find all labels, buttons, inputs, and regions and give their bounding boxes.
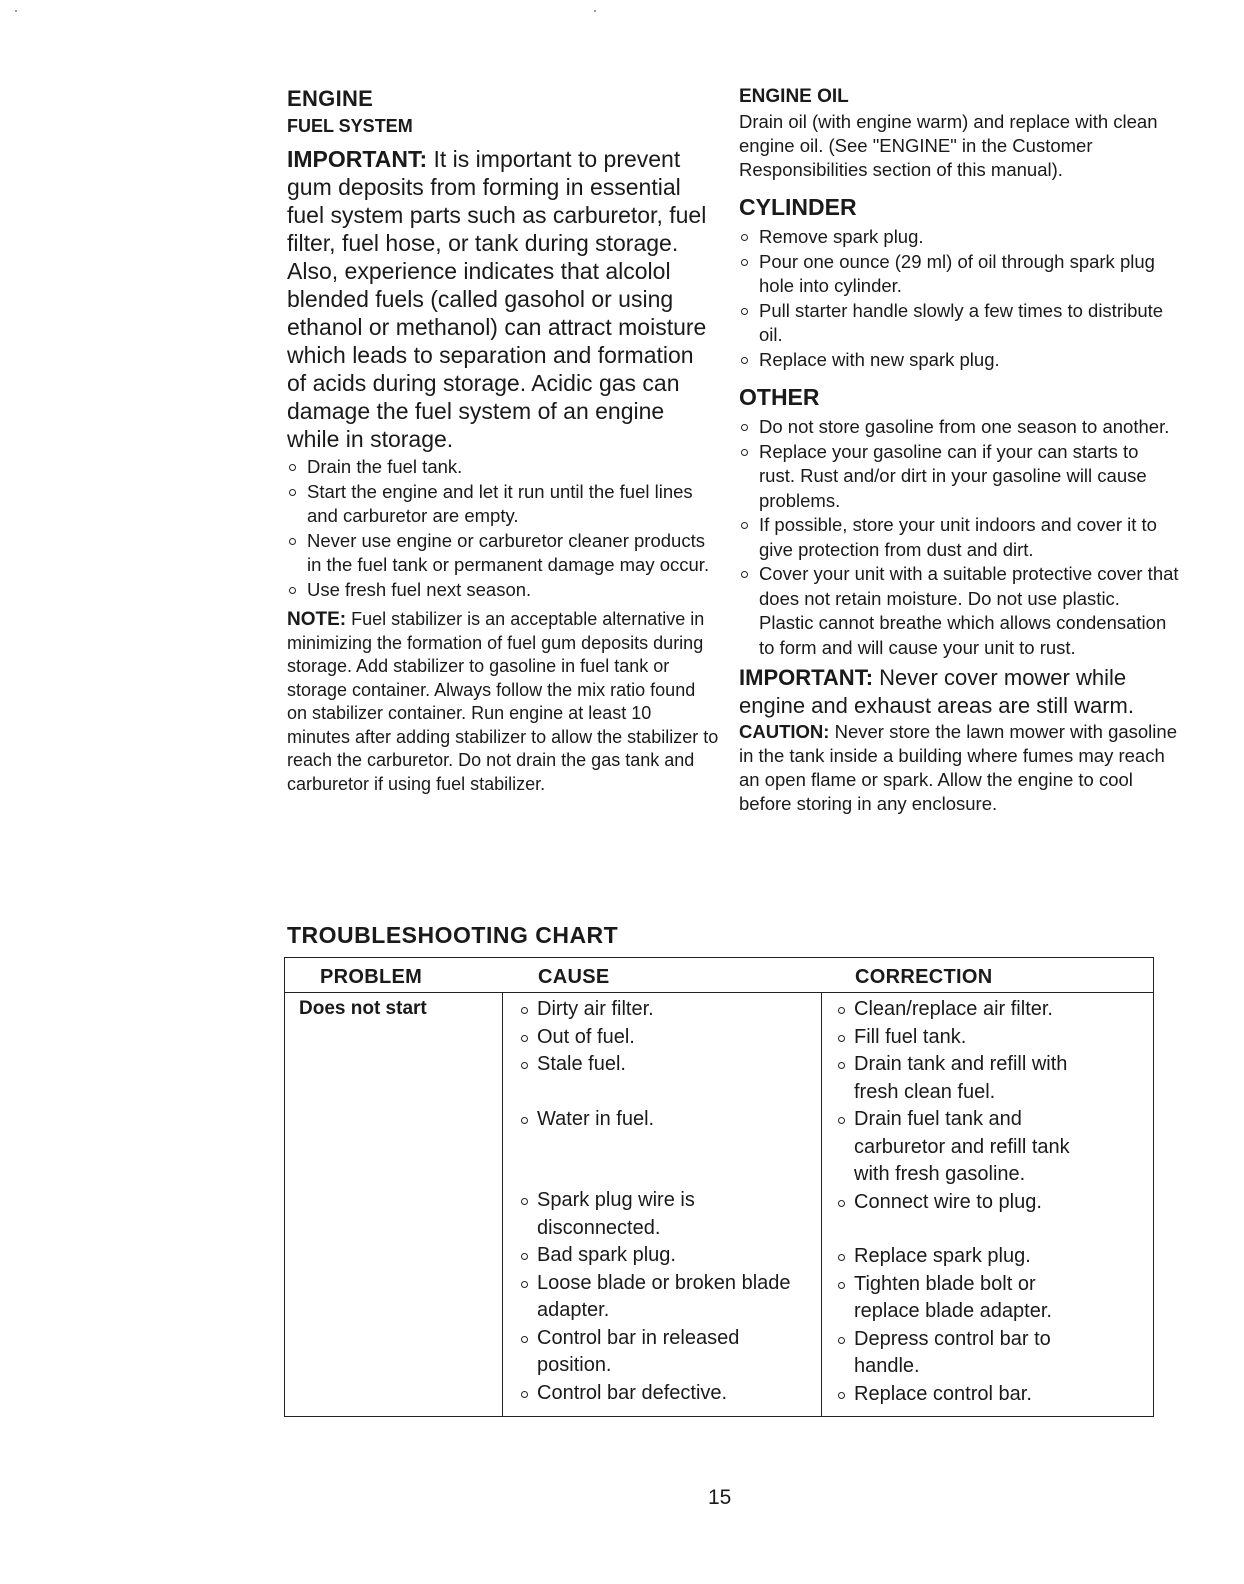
correction-item: Fill fuel tank. xyxy=(836,1024,1141,1052)
important-warning xyxy=(739,664,1179,720)
correction-item: Depress control bar to handle. xyxy=(836,1326,1069,1381)
cause-item: Water in fuel. xyxy=(519,1106,814,1134)
correction-list xyxy=(836,996,1141,1408)
cylinder-bullet-list xyxy=(739,225,1179,372)
caution-label: CAUTION: xyxy=(739,721,830,742)
table-header-row xyxy=(285,958,1153,993)
note-paragraph xyxy=(287,608,719,796)
right-column xyxy=(739,86,1179,816)
list-item: Start the engine and let it run until the fuel lines and carburetor are empty. xyxy=(287,480,719,529)
cause-list xyxy=(519,996,814,1407)
cause-item: Bad spark plug. xyxy=(519,1242,814,1270)
problem-text: Does not start xyxy=(299,998,427,1019)
fuel-system-heading: FUEL SYSTEM xyxy=(287,116,413,136)
scan-mark xyxy=(594,10,596,12)
list-item: Replace with new spark plug. xyxy=(739,348,1179,373)
list-item: Pour one ounce (29 ml) of oil through spark plug hole into cylinder. xyxy=(739,250,1179,299)
cause-item: Dirty air filter. xyxy=(519,996,814,1024)
list-item: If possible, store your unit indoors and cover it to give protection from dust and dirt. xyxy=(739,513,1179,562)
fuel-bullet-list xyxy=(287,455,719,602)
cause-item: Spark plug wire is disconnected. xyxy=(519,1187,727,1242)
troubleshooting-title: TROUBLESHOOTING CHART xyxy=(287,922,619,948)
correction-item: Tighten blade bolt or replace blade adapter. xyxy=(836,1271,1069,1326)
important-text: It is important to prevent gum deposits from forming in essential fuel system parts such as carburetor, fuel filter, fuel hose, or tank during storage. Also, experience indicates that alcolol blended fuels (called gasohol or using ethanol or methanol) can attract moisture which leads to separation and formation of acids during storage. Acidic gas can damage the fuel system of an engine while in storage. xyxy=(287,146,707,452)
list-item: Remove spark plug. xyxy=(739,225,1179,250)
column-divider xyxy=(502,992,503,1416)
engine-heading: ENGINE xyxy=(287,86,374,111)
list-item: Use fresh fuel next season. xyxy=(287,578,719,603)
list-item: Pull starter handle slowly a few times to distribute oil. xyxy=(739,299,1179,348)
engine-oil-heading: ENGINE OIL xyxy=(739,86,849,107)
correction-item: Replace spark plug. xyxy=(836,1243,1141,1271)
important-label: IMPORTANT: xyxy=(287,146,428,172)
troubleshooting-table xyxy=(284,957,1154,1417)
list-item: Replace your gasoline can if your can starts to rust. Rust and/or dirt in your gasoline will cause problems. xyxy=(739,440,1179,514)
page-number: 15 xyxy=(708,1486,732,1509)
column-divider xyxy=(821,992,822,1416)
header-cause: CAUSE xyxy=(538,966,610,988)
important-paragraph xyxy=(287,145,719,453)
correction-item: Drain tank and refill with fresh clean fuel. xyxy=(836,1051,1084,1106)
cylinder-heading: CYLINDER xyxy=(739,194,857,220)
cause-item: Control bar defective. xyxy=(519,1380,814,1408)
other-bullet-list xyxy=(739,415,1179,660)
correction-cell xyxy=(836,996,1141,1408)
scan-mark xyxy=(15,10,17,12)
engine-oil-text: Drain oil (with engine warm) and replace with clean engine oil. (See "ENGINE" in the Customer Responsibilities section of this manual). xyxy=(739,111,1158,180)
left-column xyxy=(287,86,719,796)
list-item: Never use engine or carburetor cleaner products in the fuel tank or permanent damage may occur. xyxy=(287,529,719,578)
list-item: Cover your unit with a suitable protective cover that does not retain moisture. Do not use plastic. Plastic cannot breathe which allows condensation to form and will cause your unit to rust. xyxy=(739,562,1179,660)
important-label: IMPORTANT: xyxy=(739,665,874,690)
caution-text: Never store the lawn mower with gasoline in the tank inside a building where fumes may reach an open flame or spark. Allow the engine to cool before storing in any enclosure. xyxy=(739,721,1177,814)
problem-cell xyxy=(299,998,494,1020)
other-heading: OTHER xyxy=(739,384,820,410)
cause-item: Control bar in released position. xyxy=(519,1325,767,1380)
header-correction: CORRECTION xyxy=(855,966,993,988)
cause-item: Stale fuel. xyxy=(519,1051,814,1079)
correction-item: Clean/replace air filter. xyxy=(836,996,1141,1024)
note-text: Fuel stabilizer is an acceptable alternative in minimizing the formation of fuel gum deposits during storage. Add stabilizer to gasoline in fuel tank or storage container. Always follow the mix ratio found on stabilizer container. Run engine at least 10 minutes after adding stabilizer to allow the stabilizer to reach the carburetor. Do not drain the gas tank and carburetor if using fuel stabilizer. xyxy=(287,609,719,794)
correction-item: Drain fuel tank and carburetor and refill tank with fresh gasoline. xyxy=(836,1106,1084,1189)
caution-paragraph xyxy=(739,720,1179,816)
note-label: NOTE: xyxy=(287,609,347,630)
cause-cell xyxy=(519,996,814,1407)
correction-item: Replace control bar. xyxy=(836,1381,1141,1409)
header-problem: PROBLEM xyxy=(320,966,423,988)
correction-item: Connect wire to plug. xyxy=(836,1189,1141,1217)
list-item: Drain the fuel tank. xyxy=(287,455,719,480)
cause-item: Out of fuel. xyxy=(519,1024,814,1052)
important-text: Never cover mower while engine and exhaust areas are still warm. xyxy=(739,665,1134,718)
list-item: Do not store gasoline from one season to another. xyxy=(739,415,1179,440)
cause-item: Loose blade or broken blade adapter. xyxy=(519,1270,809,1325)
